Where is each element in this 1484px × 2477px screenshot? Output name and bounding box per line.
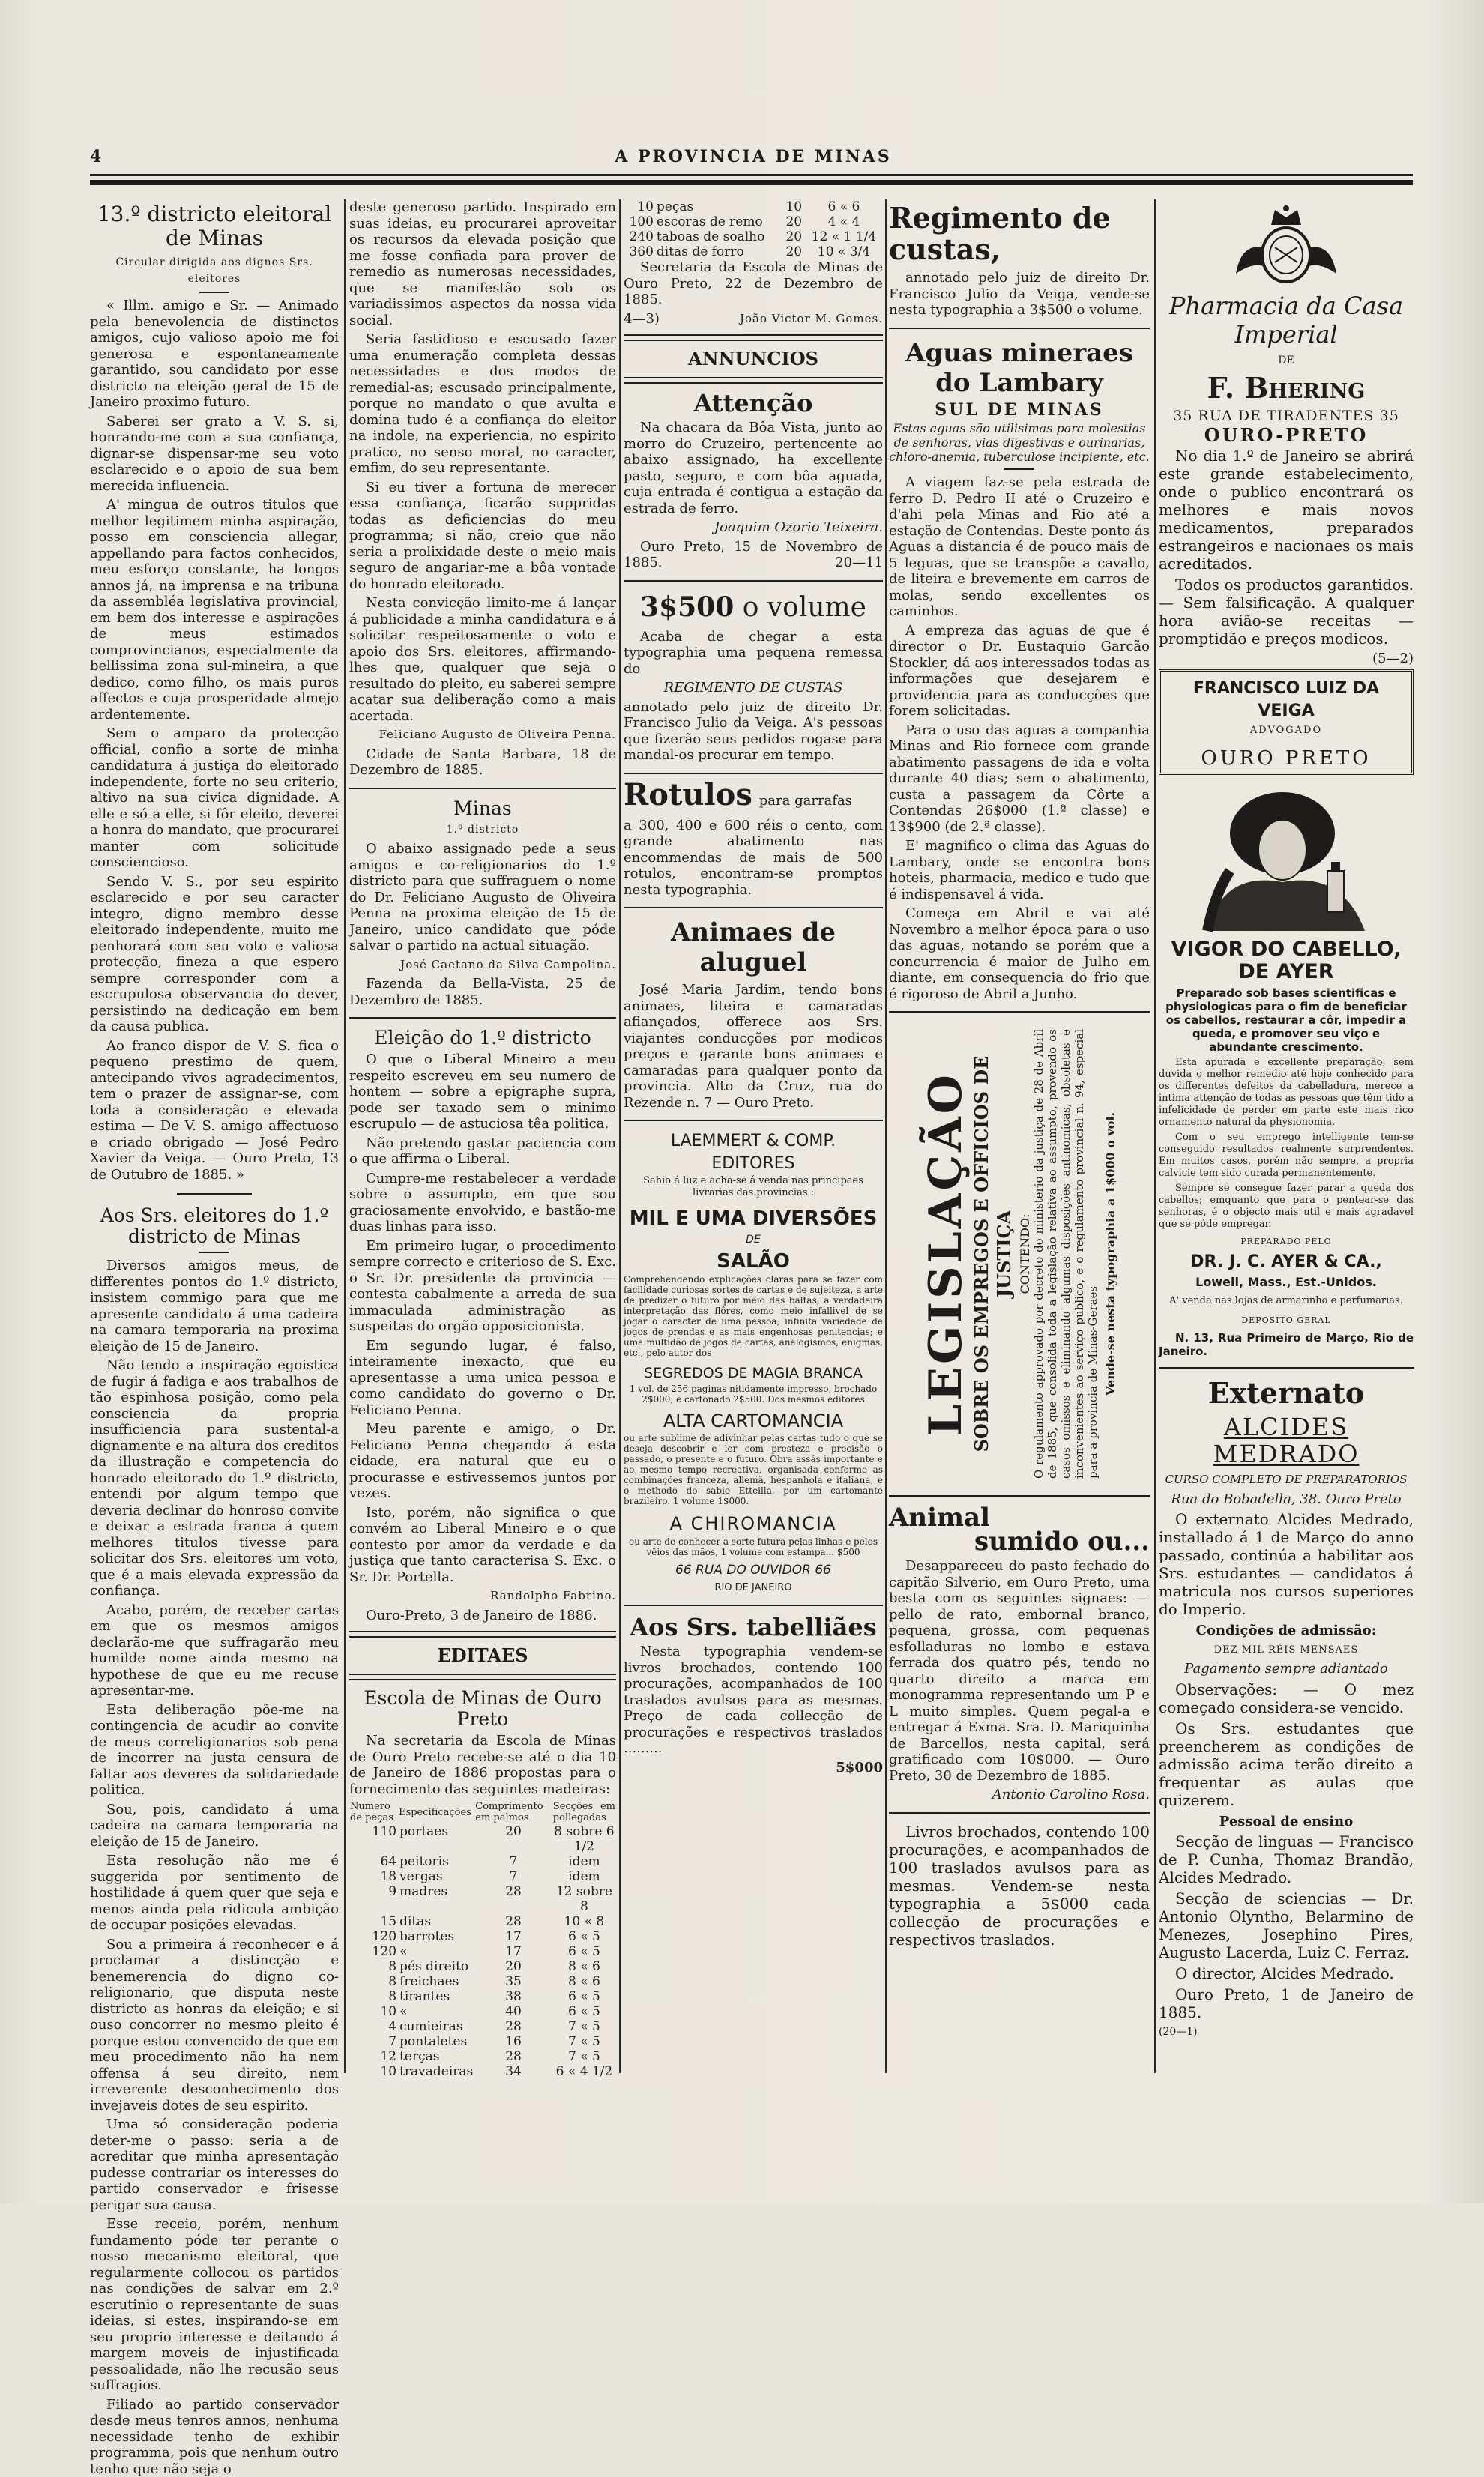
table-cell-count: 110 xyxy=(349,1824,398,1854)
paragraph: E' magnifico o clima das Aguas do Lambary, onde se encontra bons hoteis, pharmacia, medico e tudo que é indispensavel á vida. xyxy=(889,838,1150,902)
ad-heading: Aos Srs. tabelliães xyxy=(624,1615,883,1639)
paragraph: « Illm. amigo e Sr. — Animado pela benevolencia de distinctos amigos, cujo valioso apoio me foi generosa e espontaneamente garantido, sou candidato por esse districto na eleição geral de 15 de Janeiro proximo futuro. xyxy=(90,298,339,411)
date: Ouro Preto, 15 de Novembro de 1885. xyxy=(624,539,883,571)
book-description: ou arte sublime de adivinhar pelas cartas tudo o que se deseja descobrir e ler com presteza e precisão o passado, o presente e o futuro. Obra assás importante e ao mesmo tempo recreativa, organisada conforme as combinações franceza, allemã, hespanhola e italiana, e o methodo do sabio Etteilla, por um cartomante brazileiro. 1 volume 1$000. xyxy=(624,1433,883,1506)
paragraph: O que o Liberal Mineiro a meu respeito escreveu em seu numero de hontem — sobre a epigraphe supra, pode ser taxado sem o minimo escrupulo — de astuciosa têa politica. xyxy=(349,1052,616,1132)
table-cell-spec: cumieiras xyxy=(398,2019,474,2034)
paragraph: Esta apurada e excellente preparação, sem duvida o melhor remedio até hoje conhecido para os differentes defeitos da cabelladura, merece a intima attenção de todas as pessoas que têm tido a infelicidade de perder em parte este mais rico ornamento natural da physionomia. xyxy=(1159,1057,1414,1129)
paragraph: Não tendo a inspiração egoistica de fugir á fadiga e aos trabalhos de tão espinhosa posição, como pela consciencia da propria insufficiencia para sustental-a dignamente e na altura dos creditos da illustração e competencia do honrado eleitorado do 1.º districto, entendi por algum tempo que deveria declinar do honroso convite e deixar a estrada franca á quem melhores titulos tivesse para solicitar dos Srs. eleitores um voto, que é a mais elevada expressão da confiança. xyxy=(90,1357,339,1599)
table-cell-length: 28 xyxy=(474,1914,552,1929)
paragraph: Livros brochados, contendo 100 procurações, e acompanhados de 100 traslados avulsos para as mesmas. Vendem-se nesta typographia a 5$000 cada collecção de procurações e respectivos traslados. xyxy=(889,1823,1150,1949)
column-5 xyxy=(1159,199,1414,2073)
table-cell-length: 17 xyxy=(474,1944,552,1959)
ad-heading: Externato xyxy=(1159,1378,1414,1409)
book-title: SEGREDOS DE MAGIA BRANCA xyxy=(624,1363,883,1384)
divider xyxy=(624,1120,883,1121)
article-subheading: 1.º districto xyxy=(349,822,616,839)
price-unit: o volume xyxy=(743,592,866,623)
paragraph: Observações: — O mez começado considera-se vencido. xyxy=(1159,1680,1414,1716)
paragraph: Em segundo lugar, é falso, inteiramente inexacto, que eu apresentasse a uma unica pessoa e como candidato do governo o Dr. Feliciano Penna. xyxy=(349,1338,616,1419)
dateline: Ouro-Preto, 3 de Janeiro de 1886. xyxy=(349,1608,616,1624)
table-row xyxy=(349,1824,616,1854)
book-description: Comprehendendo explicações claras para se fazer com facilidade curiosas sortes de cartas e de sujeiteza, a arte de predizer o futuro por meio das baltas; a verdadeira interpretação das flôres, como meio infallivel de se jogar o caracter de uma pessoa; infinita variedade de jogos de prendas e as mais engenhosas penitencias; e uma multidão de jogos de cartas, analogismos, enigmas, etc., pelo autor dos xyxy=(624,1274,883,1358)
table-row xyxy=(349,1929,616,1944)
legislacao-ad xyxy=(889,1022,1150,1486)
table-cell-count: 10 xyxy=(624,199,655,214)
column-4 xyxy=(889,199,1150,2073)
signature: Antonio Carolino Rosa. xyxy=(889,1787,1150,1803)
table-cell-section: 6 « 6 xyxy=(805,199,883,214)
dateline: Fazenda da Bella-Vista, 25 de Dezembro de 1885. xyxy=(349,976,616,1008)
table-cell-count: 18 xyxy=(349,1869,398,1884)
article-heading: Aos Srs. eleitores do 1.º districto de Minas xyxy=(90,1205,339,1247)
table-cell-length: 40 xyxy=(474,2004,552,2019)
paragraph: Sempre se consegue fazer parar a queda dos cabellos; emquanto que para o pentear-se das senhoras, é o objecto mais util e mais agradavel que se póde empregar. xyxy=(1159,1183,1414,1231)
ad-price: Vende-se nesta typographia a 1$000 o vol. xyxy=(1104,1029,1117,1479)
divider xyxy=(889,328,1150,329)
paragraph: Meu parente e amigo, o Dr. Feliciano Penna chegando á esta cidade, era natural que eu o procurasse e estivessemos juntos por vezes. xyxy=(349,1421,616,1502)
masthead xyxy=(90,147,1417,165)
timber-table xyxy=(349,1800,616,2079)
signature-line xyxy=(624,311,883,328)
paragraph: O director, Alcides Medrado. xyxy=(1159,1964,1414,1982)
paragraph: Em primeiro lugar, o procedimento sempre correcto e criterioso de S. Exc. o Sr. Dr. presidente da provincia — contesta cabalmente a arreda de sua immaculada administração as suspeitas do orgão opposicionista. xyxy=(349,1238,616,1335)
article-heading: Escola de Minas de Ouro Preto xyxy=(349,1688,616,1730)
paragraph: Saberei ser grato a V. S. si, honrando-me com a sua confiança, dignar-se dispensar-me seu voto esclarecido e o apoio de sua bem merecida influencia. xyxy=(90,414,339,495)
section-heading: EDITAES xyxy=(349,1645,616,1666)
ad-heading: sumido ou... xyxy=(889,1530,1150,1554)
signature: Randolpho Fabrino. xyxy=(349,1588,616,1605)
table-row xyxy=(349,1869,616,1884)
legislacao-ad-rotated xyxy=(921,1029,1117,1479)
paragraph: Esta resolução não me é suggerida por sentimento de hostilidade á quem quer que seja e menos ainda pela ridicula ambição de occupar posições elevadas. xyxy=(90,1853,339,1934)
paragraph: Filiado ao partido conservador desde meus tenros annos, nenhuma necessidade tenho de exhibir programma, pois que nenhum outro tenho que não seja o xyxy=(90,2397,339,2477)
lawyer-card xyxy=(1159,669,1414,775)
divider xyxy=(624,377,883,384)
column-rule xyxy=(885,199,887,2073)
signature: João Victor M. Gomes. xyxy=(740,311,883,328)
column-1 xyxy=(90,199,339,2073)
ad-fee: DEZ MIL RÉIS MENSAES xyxy=(1159,1642,1414,1659)
table-row xyxy=(349,2064,616,2079)
article-heading: 13.º districto eleitoral de Minas xyxy=(90,202,339,250)
publisher-address: 66 RUA DO OUVIDOR 66 xyxy=(624,1560,883,1580)
paragraph: Não pretendo gastar paciencia com o que affirma o Liberal. xyxy=(349,1135,616,1168)
publisher-name: LAEMMERT & COMP. xyxy=(624,1130,883,1153)
section-heading: ANNUNCIOS xyxy=(624,349,883,369)
table-body xyxy=(624,199,883,259)
ad-title: LEGISLAÇÃO xyxy=(921,1029,971,1479)
table-row xyxy=(349,1959,616,1974)
table-cell-spec: « xyxy=(398,1944,474,1959)
paragraph: Diversos amigos meus, de differentes pontos do 1.º districto, insistem commigo para que me apresente candidato á uma cadeira na camara temporaria na proxima eleição de 15 de Janeiro. xyxy=(90,1258,339,1354)
divider xyxy=(889,1011,1150,1013)
ad-maker-location: Lowell, Mass., Est.-Unidos. xyxy=(1159,1274,1414,1291)
column-rule xyxy=(1154,199,1156,2073)
table-header-row xyxy=(349,1800,616,1824)
paragraph: Acaba de chegar a esta typographia uma pequena remessa do xyxy=(624,629,883,678)
table-cell-length: 10 xyxy=(783,199,805,214)
ad-title: Rotulos xyxy=(624,777,752,812)
book-title: ALTA CARTOMANCIA xyxy=(624,1409,883,1433)
table-cell-length: 20 xyxy=(474,1959,552,1974)
table-cell-count: 120 xyxy=(349,1929,398,1944)
ad-title-tail: para garrafas xyxy=(759,793,852,809)
table-cell-section: 10 « 3/4 xyxy=(805,244,883,259)
table-cell-spec: pés direito xyxy=(398,1959,474,1974)
dateline xyxy=(624,539,883,571)
table-cell-spec: vergas xyxy=(398,1869,474,1884)
paragraph: Acabo, porém, de receber cartas em que os mesmos amigos declarão-me que suffragarão meu humilde nome ainda mesmo na hypothese de que eu me recuse apresentar-me. xyxy=(90,1602,339,1699)
table-cell-section: 8 « 6 xyxy=(552,1974,616,1989)
table-row xyxy=(624,244,883,259)
table-cell-section: 12 sobre 8 xyxy=(552,1884,616,1914)
table-cell-count: 10 xyxy=(349,2064,398,2079)
price: 5$000 xyxy=(624,1760,883,1776)
pharmacy-owner: F. Bhering xyxy=(1159,372,1414,404)
table-cell-spec: terças xyxy=(398,2049,474,2064)
ad-subheading: CURSO COMPLETO DE PREPARATORIOS xyxy=(1159,1472,1414,1488)
ad-heading: Animal xyxy=(889,1506,1150,1530)
dateline: Cidade de Santa Barbara, 18 de Dezembro de 1885. xyxy=(349,746,616,779)
table-row xyxy=(349,2034,616,2049)
paragraph: Desappareceu do pasto fechado do capitão Silverio, em Ouro Preto, uma besta com os seguintes signaes: — pello de rato, embornal branco, pequena, grossa, com pequenas esfolladuras no lombo e estava ferrada dos quatro pés, tendo no quarto direito a marca em monogramma representando um P e L muito simples. Quem pegal-a e entregar á Exma. Sra. D. Mariquinha de Barcellos, nesta capital, será gratificado com 10$000. — Ouro Preto, 30 de Dezembro de 1885. xyxy=(889,1558,1150,1784)
table-cell-spec: portaes xyxy=(398,1824,474,1854)
table-cell-section: 6 « 5 xyxy=(552,1944,616,1959)
table-cell-count: 240 xyxy=(624,229,655,244)
ad-heading: Attenção xyxy=(624,391,883,415)
table-row xyxy=(349,1884,616,1914)
table-cell-section: 10 « 8 xyxy=(552,1914,616,1929)
divider xyxy=(1159,1367,1414,1369)
ad-deposit-address: N. 13, Rua Primeiro de Março, Rio de Janeiro. xyxy=(1159,1331,1414,1358)
table-cell-section: 7 « 5 xyxy=(552,2019,616,2034)
paragraph: Os Srs. estudantes que preencherem as condições de admissão acima terão direito a frequentar as aulas que quizerem. xyxy=(1159,1719,1414,1809)
paragraph: Na secretaria da Escola de Minas de Ouro Preto recebe-se até o dia 10 de Janeiro de 1886 propostas para o fornecimento das seguintes madeiras: xyxy=(349,1733,616,1797)
timber-table-continued xyxy=(624,199,883,259)
table-cell-length: 20 xyxy=(783,244,805,259)
ref-number: 4—3) xyxy=(624,311,660,327)
table-cell-count: 10 xyxy=(349,2004,398,2019)
ref-number: (5—2) xyxy=(1159,651,1414,667)
pharmacy-de: DE xyxy=(1159,353,1414,369)
table-cell-spec: taboas de soalho xyxy=(655,229,783,244)
table-cell-spec: pontaletes xyxy=(398,2034,474,2049)
signature: Joaquim Ozorio Teixeira. xyxy=(624,519,883,536)
table-cell-count: 9 xyxy=(349,1884,398,1914)
table-cell-spec: travadeiras xyxy=(398,2064,474,2079)
table-cell-spec: ditas de forro xyxy=(655,244,783,259)
table-cell-section: 4 « 4 xyxy=(805,214,883,229)
table-cell-length: 20 xyxy=(783,229,805,244)
table-cell-spec: « xyxy=(398,2004,474,2019)
table-row xyxy=(624,199,883,214)
article-heading: Minas xyxy=(349,798,616,819)
paragraph: Nesta convicção limito-me á lançar á publicidade a minha candidatura e á solicitar respeitosamente o voto e apoio dos Srs. eleitores, affirmando-lhes que, qualquer que seja o resultado do pleito, eu saberei sempre acatar sua deliberação como a mais acertada. xyxy=(349,595,616,724)
paragraph: Esse receio, porém, nenhum fundamento póde ter perante o nosso mecanismo eleitoral, que regularmente collocou os partidos nas condições de salvar em 2.º escrutinio o representante de suas ideias, si estes, inspirando-se em seu proprio interesse e deitando á margem moveis de injustificada pessoalidade, não lhe recusão seus suffragios. xyxy=(90,2216,339,2394)
paragraph: Sem o amparo da protecção official, confio a sorte de minha candidatura á justiça do eleitorado independente, forte no seu criterio, altivo na sua civica dignidade. A elle e só a elle, si fôr eleito, deverei a honra do mandato, que procurarei manter com solicitude consciencioso. xyxy=(90,725,339,871)
divider xyxy=(349,1631,616,1638)
book-title: REGIMENTO DE CUSTAS xyxy=(624,680,883,696)
table-cell-length: 20 xyxy=(474,1824,552,1854)
paragraph: Si eu tiver a fortuna de merecer essa confiança, ficarão suppridas todas as deficiencias do meu programma; si não, creio que não seria a prolixidade deste o meio mais seguro de angariar-me a bôa vontade do honrado eleitorado. xyxy=(349,480,616,593)
table-cell-length: 28 xyxy=(474,1884,552,1914)
book-description: 1 vol. de 256 paginas nitidamente impresso, brochado 2$000, e cartonado 2$500. Dos mesmos editores xyxy=(624,1384,883,1405)
publisher-city: RIO DE JANEIRO xyxy=(624,1580,883,1596)
table-cell-spec: escoras de remo xyxy=(655,214,783,229)
table-row xyxy=(624,214,883,229)
table-cell-section: 6 « 5 xyxy=(552,1989,616,2004)
ad-subtitle: SOBRE OS EMPREGOS E OFFICIOS DE JUSTIÇA xyxy=(971,1029,1016,1479)
table-cell-spec: madres xyxy=(398,1884,474,1914)
divider xyxy=(889,1495,1150,1497)
divider xyxy=(624,580,883,582)
paragraph: José Maria Jardim, tendo bons animaes, liteira e camaradas afiançados, offerece aos Srs. viajantes conducções por modicos preços e garante bons animaes e camaradas para qualquer ponto da provincia. Alto da Cruz, rua do Rezende n. 7 — Ouro Preto. xyxy=(624,982,883,1111)
table-cell-section: idem xyxy=(552,1854,616,1869)
table-cell-count: 100 xyxy=(624,214,655,229)
divider xyxy=(349,788,616,789)
paragraph: Sou, pois, candidato á uma cadeira na camara temporaria na eleição de 15 de Janeiro. xyxy=(90,1802,339,1850)
table-cell-length: 17 xyxy=(474,1929,552,1944)
paragraph: Todos os productos garantidos.— Sem falsificação. A qualquer hora avião-se receitas — promptidão e preços modicos. xyxy=(1159,576,1414,648)
table-cell-length: 28 xyxy=(474,2049,552,2064)
book-description: ou arte de conhecer a sorte futura pelas linhas e pelos vêios das mãos, 1 volume com estampa... $500 xyxy=(624,1536,883,1557)
divider xyxy=(624,1605,883,1606)
table-cell-count: 12 xyxy=(349,2049,398,2064)
paragraph: Secção de linguas — Francisco de P. Cunha, Thomaz Brandão, Alcides Medrado. xyxy=(1159,1832,1414,1886)
newspaper-title: A PROVINCIA DE MINAS xyxy=(90,147,1417,166)
ad-address: Rua do Bobadella, 38. Ouro Preto xyxy=(1159,1491,1414,1508)
table-body xyxy=(349,1824,616,2079)
paragraph: O abaixo assignado pede a seus amigos e co-religionarios do 1.º districto para que suffraguem o nome do Dr. Feliciano Augusto de Oliveira Penna na proxima eleição de 15 de Janeiro, unico candidato que póde salvar o partido na actual situação. xyxy=(349,841,616,954)
ad-heading: Animaes de aluguel xyxy=(624,917,883,977)
table-row xyxy=(349,1944,616,1959)
ad-heading: VIGOR DO CABELLO, DE AYER xyxy=(1159,938,1414,983)
price: 3$500 xyxy=(640,591,734,623)
table-cell-count: 8 xyxy=(349,1989,398,2004)
paragraph: annotado pelo juiz de direito Dr. Francisco Julio da Veiga, vende-se nesta typographia a 3$500 o volume. xyxy=(889,270,1150,319)
table-cell-count: 64 xyxy=(349,1854,398,1869)
table-cell-count: 15 xyxy=(349,1914,398,1929)
divider xyxy=(349,1674,616,1680)
paragraph: Com o seu emprego intelligente tem-se conseguido resultados realmente surprendentes. Em muitos casos, porém não sempre, a propria calvicie tem sido curada permanentemente. xyxy=(1159,1132,1414,1180)
table-cell-spec: peitoris xyxy=(398,1854,474,1869)
table-cell-length: 35 xyxy=(474,1974,552,1989)
paragraph: O externato Alcides Medrado, installado á 1 de Março do anno passado, continúa a habilitar aos Srs. estudantes — candidatos á matricula nos cursos superiores do Imperio. xyxy=(1159,1510,1414,1618)
ref-number: 20—11 xyxy=(818,555,883,571)
table-row xyxy=(349,2019,616,2034)
article-heading: Eleição do 1.º districto xyxy=(349,1028,616,1049)
book-title: MIL E UMA DIVERSÕES xyxy=(624,1205,883,1232)
divider xyxy=(199,292,229,293)
pharmacy-city: OURO-PRETO xyxy=(1159,427,1414,444)
ref-number: (20—1) xyxy=(1159,2024,1414,2041)
ad-maker-label: PREPARADO PELO xyxy=(1159,1234,1414,1250)
article-subheading: Circular dirigida aos dignos Srs. eleitores xyxy=(90,255,339,287)
column-header: Especificações xyxy=(398,1800,474,1824)
page-number: 4 xyxy=(90,147,101,166)
divider xyxy=(1004,468,1034,470)
publisher-role: EDITORES xyxy=(624,1153,883,1175)
ad-subheading: Condições de admissão: xyxy=(1159,1623,1414,1639)
ad-note: Estas aguas são utilisimas para molestias de senhoras, vias digestivas e ourinarias, chloro-anemia, tuberculose incipiente, etc. xyxy=(889,421,1150,464)
table-row xyxy=(349,2049,616,2064)
paragraph: Começa em Abril e vai até Novembro a melhor época para o uso das aguas, notando se porém que a concurrencia é maior de Julho em diante, em consequencia do frio que é rigoroso de Abril a Junho. xyxy=(889,905,1150,1002)
divider xyxy=(349,1017,616,1019)
masthead-rule-bottom xyxy=(90,180,1413,185)
table-cell-section: 8 « 6 xyxy=(552,1959,616,1974)
divider xyxy=(177,1193,252,1195)
paragraph: annotado pelo juiz de direito Dr. Francisco Julio da Veiga. A's pessoas que fizerão seus pedidos rogase para mandal-os procurar em tempo. xyxy=(624,699,883,764)
table-cell-count: 4 xyxy=(349,2019,398,2034)
paragraph: Secção de sciencias — Dr. Antonio Olyntho, Belarmino de Menezes, Josephino Pires, Augusto Lacerda, Luiz C. Ferraz. xyxy=(1159,1889,1414,1961)
ad-body: O regulamento approvado por decreto do ministerio da justiça de 28 de Abril de 1885, que consolida toda a legislação relativa ao assumpto, provendo os casos omissos e eliminando algumas disposições antinomicas, obsoletas e inconvenientes ao serviço publico, e o regulamento provincial n. 94, especial para a provincia de Minas-Geraes xyxy=(1032,1029,1100,1479)
paragraph: A empreza das aguas de que é director o Dr. Eustaquio Garcão Stockler, dá aos interessados todas as informações que desejarem e providencia para as conducções que forem solicitadas. xyxy=(889,623,1150,719)
divider xyxy=(199,1252,229,1253)
divider xyxy=(889,1812,1150,1814)
table-cell-section: idem xyxy=(552,1869,616,1884)
ad-subheading: Pessoal de ensino xyxy=(1159,1814,1414,1830)
table-cell-count: 7 xyxy=(349,2034,398,2049)
signature: José Caetano da Silva Campolina. xyxy=(349,957,616,974)
column-rule xyxy=(619,199,621,2073)
column-2 xyxy=(349,199,616,2073)
paragraph: Nesta typographia vendem-se livros brochados, contendo 100 procurações, acompanhados de 100 traslados avulsos para as mesmas. Preço de cada collecção de procurações e respectivos traslados ......... xyxy=(624,1644,883,1757)
table-cell-count: 8 xyxy=(349,1959,398,1974)
paragraph: Ao franco dispor de V. S. fica o pequeno prestimo de quem, antecipando vivos agradecimentos, tem o prazer de assignar-se, com toda a consideração e elevada estima — De V. S. amigo affectuoso e criado obrigado — José Pedro Xavier da Veiga. — Ouro Preto, 13 de Outubro de 1885. » xyxy=(90,1038,339,1183)
lawyer-name: FRANCISCO LUIZ DA VEIGA xyxy=(1167,678,1405,722)
table-cell-length: 20 xyxy=(783,214,805,229)
table-cell-count: 8 xyxy=(349,1974,398,1989)
paragraph: Seria fastidioso e escusado fazer uma enumeração completa dessas necessidades e dos modos de remedial-as; escusado principalmente, porque no mandato o que avulta e domina tudo é a confiança do eleitor na indole, na experiencia, no espirito pratico, no senso moral, no caracter, emfim, do seu representante. xyxy=(349,331,616,477)
imperial-crest-icon xyxy=(1230,202,1342,289)
paragraph: Secretaria da Escola de Minas de Ouro Preto, 22 de Dezembro de 1885. xyxy=(624,259,883,308)
table-cell-spec: freichaes xyxy=(398,1974,474,1989)
table-cell-section: 8 sobre 6 1/2 xyxy=(552,1824,616,1854)
signature: Feliciano Augusto de Oliveira Penna. xyxy=(349,727,616,743)
paragraph: Esta deliberação põe-me na contingencia de acudir ao convite de meus correligionarios sob pena de incorrer na justa censura de faltar aos deveres da solidariedade politica. xyxy=(90,1702,339,1799)
divider xyxy=(624,907,883,908)
paragraph: Sendo V. S., por seu espirito esclarecido e por seu caracter integro, digno membro desse eleitorado independente, muito me penhorará com seu voto e valiosa protecção, fineza a que espero sempre corresponder com a escrupulosa observancia do dever, persistindo na dedicação em bem da causa publica. xyxy=(90,874,339,1035)
table-row xyxy=(349,2004,616,2019)
book-title: A CHIROMANCIA xyxy=(624,1511,883,1536)
table-cell-section: 6 « 5 xyxy=(552,2004,616,2019)
pharmacy-address: 35 RUA DE TIRADENTES 35 xyxy=(1159,408,1414,425)
masthead-rule-top xyxy=(90,174,1413,176)
table-cell-length: 28 xyxy=(474,2019,552,2034)
lawyer-role: ADVOGADO xyxy=(1167,722,1405,739)
table-cell-section: 6 « 4 1/2 xyxy=(552,2064,616,2079)
book-title: DE xyxy=(624,1232,883,1249)
paragraph: Ouro Preto, 1 de Janeiro de 1885. xyxy=(1159,1985,1414,2021)
table-cell-section: 6 « 5 xyxy=(552,1929,616,1944)
paragraph: No dia 1.º de Janeiro se abrirá este grande estabelecimento, onde o publico encontrará os melhores e mais novos medicamentos, preparados estrangeiros e nacionaes os mais acreditados. xyxy=(1159,447,1414,573)
table-cell-length: 7 xyxy=(474,1869,552,1884)
column-header: Secções em pollegadas xyxy=(552,1800,616,1824)
ad-heading xyxy=(624,591,883,624)
ad-maker: DR. J. C. AYER & CA., xyxy=(1159,1253,1414,1271)
ad-payment-terms: Pagamento sempre adiantado xyxy=(1159,1661,1414,1677)
paragraph: Uma só consideração poderia deter-me o passo: seria a de acreditar que minha apresentação pudesse contrariar os interesses do partido conservador e frisesse perigar sua causa. xyxy=(90,2117,339,2213)
table-row xyxy=(349,1854,616,1869)
table-cell-length: 38 xyxy=(474,1989,552,2004)
lawyer-city: OURO PRETO xyxy=(1167,751,1405,767)
ad-heading: ALCIDES MEDRADO xyxy=(1159,1414,1414,1467)
paragraph: Sou a primeira á reconhecer e á proclamar a distincção e benemerencia do digno co-religionario, que disputa neste districto as honras da eleição; e si ouso concorrer no mesmo pleito é porque estou convencido de que em meu procedimento não ha nem offensa á seu direito, nem irreverente desconhecimento dos invejaveis dotes de seu espirito. xyxy=(90,1937,339,2114)
table-row xyxy=(349,1914,616,1929)
divider xyxy=(624,773,883,774)
table-cell-length: 7 xyxy=(474,1854,552,1869)
ad-heading: Aguas mineraes do Lambary xyxy=(889,338,1150,398)
publisher-intro: Sahio á luz e acha-se á venda nas principaes livrarias das provincias : xyxy=(624,1175,883,1199)
table-cell-spec: tirantes xyxy=(398,1989,474,2004)
table-cell-spec: ditas xyxy=(398,1914,474,1929)
table-cell-count: 360 xyxy=(624,244,655,259)
ad-subheading: SUL DE MINAS xyxy=(889,402,1150,419)
table-cell-section: 12 « 1 1/4 xyxy=(805,229,883,244)
ad-lead: Preparado sob bases scientificas e physiologicas para o fim de beneficiar os cabellos, restaurar a côr, impedir a queda, e promover seu viço e abundante crescimento. xyxy=(1159,986,1414,1054)
paragraph: A' mingua de outros titulos que melhor legitimem minha aspiração, posso em consciencia allegar, appellando para factos conhecidos, meu esforço constante, ha longos annos já, na imprensa e na tribuna da assembléa legislativa provincial, em bem dos interesse e aspirações de meus estimados comprovincianos, especialmente da bellissima zona sul-mineira, a que dedico, como filho, os mais puros affectos e cuja prosperidade almejo ardentemente. xyxy=(90,497,339,722)
column-3 xyxy=(624,199,883,2073)
column-header: Comprimento em palmos xyxy=(474,1800,552,1824)
ad-heading xyxy=(624,783,883,813)
table-cell-spec: barrotes xyxy=(398,1929,474,1944)
paragraph: a 300, 400 e 600 réis o cento, com grande abatimento nas encommendas de mais de 500 rotulos, encontram-se promptos nesta typographia. xyxy=(624,818,883,899)
table-row xyxy=(349,1989,616,2004)
table-cell-length: 34 xyxy=(474,2064,552,2079)
ad-contents-label: CONTENDO: xyxy=(1019,1029,1032,1479)
table-cell-section: 7 « 5 xyxy=(552,2034,616,2049)
ad-deposit-label: DEPOSITO GERAL xyxy=(1159,1312,1414,1329)
woman-portrait-icon xyxy=(1177,781,1395,931)
paragraph: Para o uso das aguas a companhia Minas and Rio fornece com grande abatimento passagens de ida e volta durante 40 dias; sem o abatimento, custa a passagem da Côrte a Contendas 26$000 (1.ª classe) e 13$900 (de 2.ª classe). xyxy=(889,722,1150,836)
book-title: SALÃO xyxy=(624,1249,883,1274)
column-rule xyxy=(344,199,346,2073)
paragraph: Na chacara da Bôa Vista, junto ao morro do Cruzeiro, pertencente ao abaixo assignado, ha excellente pasto, seguro, e com bôa aguada, cuja entrada é contigua a estação da estrada de ferro. xyxy=(624,420,883,516)
pharmacy-title: Pharmacia da Casa Imperial xyxy=(1159,292,1414,349)
table-cell-length: 16 xyxy=(474,2034,552,2049)
table-cell-section: 7 « 5 xyxy=(552,2049,616,2064)
ad-heading: Regimento de custas, xyxy=(889,202,1150,265)
ad-sold-at: A' venda nas lojas de armarinho e perfumarias. xyxy=(1159,1293,1414,1309)
table-row xyxy=(624,229,883,244)
paragraph: deste generoso partido. Inspirado em suas ideias, eu procurarei aproveitar os recursos da elevada posição que me fosse confiada para prover de remedio as numerosas necessidades, que se manifestão sob os variadissimos aspectos da nossa vida social. xyxy=(349,199,616,328)
table-row xyxy=(349,1974,616,1989)
table-cell-count: 120 xyxy=(349,1944,398,1959)
table-cell-spec: peças xyxy=(655,199,783,214)
paragraph: A viagem faz-se pela estrada de ferro D. Pedro II até o Cruzeiro e d'ahi pela Minas and Rio até a estação de Contendas. Deste ponto ás Aguas a distancia é de pouco mais de 5 leguas, que se transpõe a cavallo, de liteira e brevemente em carros de molas, sendo excellentes os caminhos. xyxy=(889,474,1150,620)
column-header: Numero de peças xyxy=(349,1800,398,1824)
paragraph: Isto, porém, não significa o que convém ao Liberal Mineiro e o que contesto por amor da verdade e da justiça que tanto caracterisa S. Exc. o Sr. Dr. Portella. xyxy=(349,1505,616,1586)
divider xyxy=(624,334,883,341)
paragraph: Cumpre-me restabelecer a verdade sobre o assumpto, em que sou graciosamente envolvido, e bastão-me duas linhas para isso. xyxy=(349,1171,616,1235)
publisher-ad xyxy=(624,1130,883,1596)
